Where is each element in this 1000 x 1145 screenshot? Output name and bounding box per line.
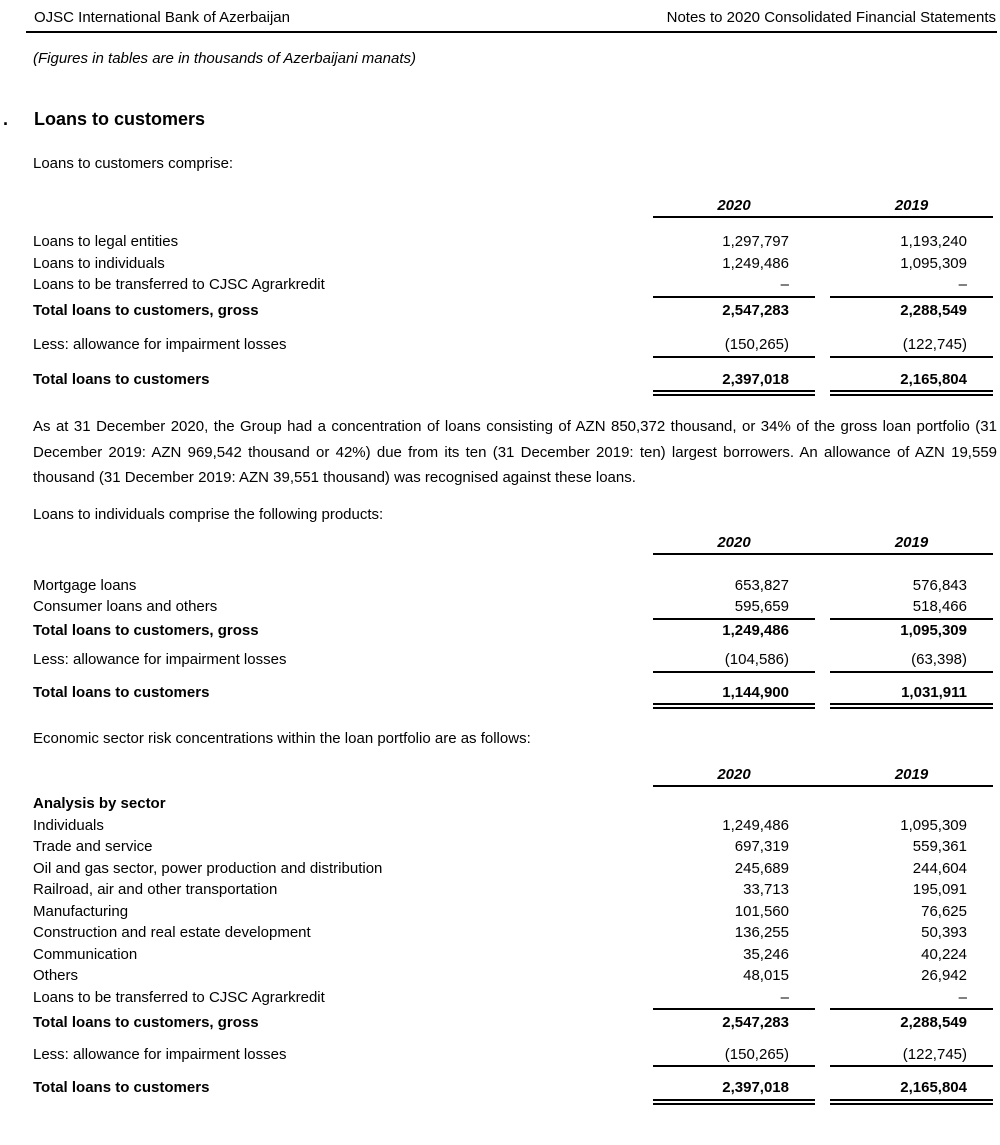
row-label: Individuals xyxy=(33,816,104,834)
row-label: Loans to legal entities xyxy=(33,233,179,250)
table-row xyxy=(33,987,993,1011)
section-heading xyxy=(3,108,1000,130)
table-total-row xyxy=(33,682,993,710)
table-total-row xyxy=(33,369,993,397)
value-2020: – xyxy=(653,987,815,1011)
table-row xyxy=(33,575,993,597)
value-2020: 48,015 xyxy=(743,967,789,984)
row-label: Loans to be transferred to CJSC Agrarkredit xyxy=(33,988,325,1006)
value-2020: 1,249,486 xyxy=(722,254,789,272)
value-2020: 1,144,900 xyxy=(653,682,815,710)
row-label: Consumer loans and others xyxy=(33,598,218,615)
row-label: Total loans to customers, gross xyxy=(33,301,259,319)
value-2020 xyxy=(653,793,815,815)
value-2019: 2,165,804 xyxy=(830,1077,993,1105)
row-label: Mortgage loans xyxy=(33,576,137,594)
figures-note: (Figures in tables are in thousands of Azerbaijani manats) xyxy=(33,50,416,67)
table-total-row xyxy=(33,1012,993,1034)
table-row xyxy=(33,836,993,858)
value-2020: (150,265) xyxy=(653,334,815,358)
row-label: Railroad, air and other transportation xyxy=(33,881,278,898)
value-2019: 244,604 xyxy=(912,859,967,877)
table1-col-header-2020: 2020 xyxy=(717,197,751,214)
value-2020: 1,297,797 xyxy=(722,233,789,250)
value-2019: 1,193,240 xyxy=(900,233,967,250)
row-label: Oil and gas sector, power production and distribution xyxy=(33,859,383,877)
table-row xyxy=(33,922,993,944)
value-2020: 697,319 xyxy=(734,838,789,855)
value-2019: 1,095,309 xyxy=(900,621,967,639)
row-label: Communication xyxy=(33,945,138,963)
row-label: Less: allowance for impairment losses xyxy=(33,1045,287,1063)
value-2019: 518,466 xyxy=(830,596,993,620)
table3-col-header-2020: 2020 xyxy=(717,766,751,783)
table-row xyxy=(33,1044,993,1068)
row-label: Total loans to customers xyxy=(33,1079,210,1096)
value-2019: 576,843 xyxy=(912,576,967,594)
value-2019: – xyxy=(830,274,993,298)
section-title: Loans to customers xyxy=(34,109,206,129)
table-row xyxy=(33,815,993,837)
value-2020: 2,547,283 xyxy=(722,1014,789,1031)
value-2019: (63,398) xyxy=(830,649,993,673)
row-label: Analysis by sector xyxy=(33,795,166,812)
value-2019: 1,031,911 xyxy=(830,682,993,710)
value-2020: (150,265) xyxy=(653,1044,815,1068)
value-2019: (122,745) xyxy=(830,334,993,358)
table3-intro: Economic sector risk concentrations within the loan portfolio are as follows: xyxy=(33,730,531,747)
value-2020: 2,397,018 xyxy=(653,1077,815,1105)
section-number: . xyxy=(3,109,9,129)
row-label: Loans to be transferred to CJSC Agrarkredit xyxy=(33,276,325,293)
table-row xyxy=(33,901,993,923)
value-2020: 653,827 xyxy=(734,576,789,594)
table1-header-row xyxy=(33,197,993,218)
table2-col-header-2019: 2019 xyxy=(894,533,929,551)
row-label: Total loans to customers, gross xyxy=(33,621,259,639)
value-2019 xyxy=(830,793,993,815)
table3-col-header-2019: 2019 xyxy=(894,766,929,783)
table-total-row xyxy=(33,300,993,322)
table2-intro: Loans to individuals comprise the following products: xyxy=(33,505,384,523)
table-individual-products xyxy=(33,534,993,710)
row-label: Total loans to customers, gross xyxy=(33,1014,259,1031)
value-2020: 1,249,486 xyxy=(722,816,789,834)
table1-col-header-2019: 2019 xyxy=(894,197,929,214)
value-2020: 101,560 xyxy=(734,902,789,920)
row-label: Less: allowance for impairment losses xyxy=(33,651,287,668)
table-row xyxy=(33,231,993,253)
row-label: Manufacturing xyxy=(33,902,129,920)
value-2020: (104,586) xyxy=(653,649,815,673)
row-label: Loans to individuals xyxy=(33,254,165,272)
table-row xyxy=(33,965,993,987)
table3-header-row xyxy=(33,766,993,787)
table1-intro: Loans to customers comprise: xyxy=(33,155,234,172)
value-2020: 245,689 xyxy=(734,859,789,877)
document-title: Notes to 2020 Consolidated Financial Statements xyxy=(666,9,996,26)
row-label: Total loans to customers xyxy=(33,370,210,388)
value-2019: 195,091 xyxy=(912,881,967,898)
value-2020: 2,397,018 xyxy=(653,369,815,397)
value-2020: 33,713 xyxy=(743,881,789,898)
row-label: Less: allowance for impairment losses xyxy=(33,336,287,353)
value-2019: 2,288,549 xyxy=(900,301,967,319)
table-loans-comprise xyxy=(33,197,993,396)
value-2019: 2,165,804 xyxy=(830,369,993,397)
value-2020: 595,659 xyxy=(653,596,815,620)
table-sector-analysis xyxy=(33,766,993,1105)
value-2019: 26,942 xyxy=(921,967,967,984)
value-2020: 136,255 xyxy=(734,924,789,941)
bank-name: OJSC International Bank of Azerbaijan xyxy=(34,9,290,26)
table-row xyxy=(33,858,993,880)
concentration-paragraph: As at 31 December 2020, the Group had a concentration of loans consisting of AZN 850,372 thousand, or 34% of the gross loan portfolio (31 December 2019: AZN 969,542 thousand or 42%) due from its ten (31 December 2019: ten) largest borrowers. An allowance of AZN 19,559 thousand (31 December 2019: AZN 39,551 thousand) was recognised against these loans. xyxy=(33,418,997,486)
value-2019: 76,625 xyxy=(921,902,967,920)
value-2019: 2,288,549 xyxy=(900,1014,967,1031)
value-2020: 35,246 xyxy=(743,945,789,963)
table2-col-header-2020: 2020 xyxy=(717,533,751,551)
value-2020: 2,547,283 xyxy=(722,301,789,319)
table-row xyxy=(33,596,993,620)
table-row xyxy=(33,944,993,966)
table-total-row xyxy=(33,620,993,642)
value-2020: – xyxy=(653,274,815,298)
row-label: Trade and service xyxy=(33,838,153,855)
table-total-row xyxy=(33,1077,993,1105)
table-row xyxy=(33,649,993,673)
value-2019: 50,393 xyxy=(921,924,967,941)
row-label: Others xyxy=(33,967,79,984)
table-row xyxy=(33,879,993,901)
table-subheading-row xyxy=(33,793,993,815)
document-header xyxy=(26,9,997,33)
row-label: Construction and real estate development xyxy=(33,924,311,941)
value-2019: 40,224 xyxy=(921,945,967,963)
value-2019: 1,095,309 xyxy=(900,254,967,272)
value-2019: 559,361 xyxy=(912,838,967,855)
value-2020: 1,249,486 xyxy=(722,621,789,639)
value-2019: – xyxy=(830,987,993,1011)
table2-header-row xyxy=(33,534,993,555)
value-2019: 1,095,309 xyxy=(900,816,967,834)
table-row xyxy=(33,334,993,358)
table-row xyxy=(33,274,993,298)
value-2019: (122,745) xyxy=(830,1044,993,1068)
table-row xyxy=(33,253,993,275)
row-label: Total loans to customers xyxy=(33,683,210,701)
